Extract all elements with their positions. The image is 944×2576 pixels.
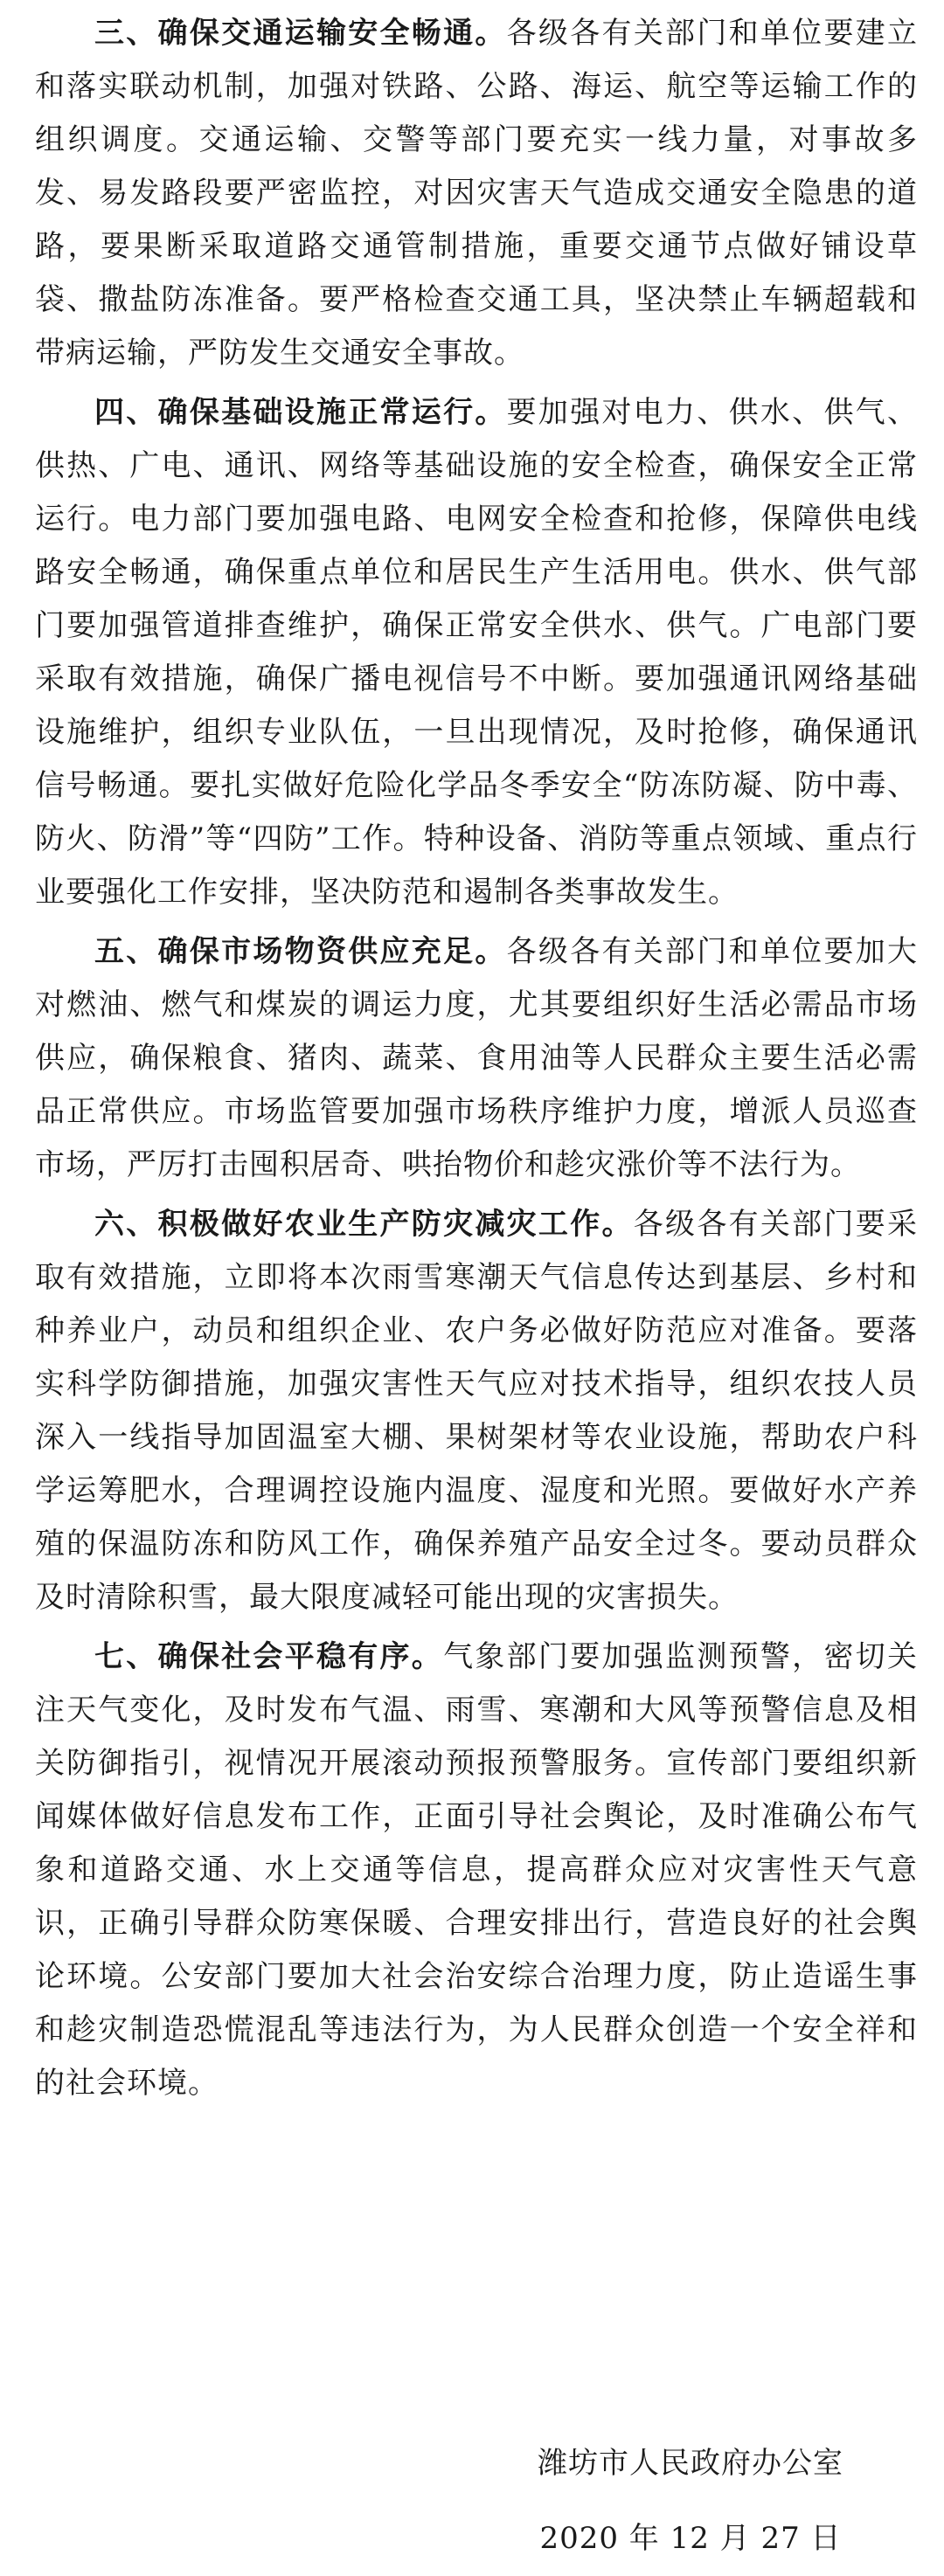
signature-block	[524, 2426, 857, 2576]
issue-date: 2020 年 12 月 27 日	[539, 2521, 842, 2556]
section-transport	[35, 7, 918, 380]
section-heading: 六、积极做好农业生产防灾减灾工作。	[94, 1207, 634, 1242]
section-heading: 三、确保交通运输安全畅通。	[94, 16, 507, 51]
section-text: 各级各有关部门要采取有效措施，立即将本次雨雪寒潮天气信息传达到基层、乡村和种养业户，动员和组织企业、农户务必做好防范应对准备。要落实科学防御措施，加强灾害性天气应对技术指导，组织农技人员深入一线指导加固温室大棚、果树架材等农业设施，帮助农户科学运筹肥水，合理调控设施内温度、湿度和光照。要做好水产养殖的保温防冻和防风工作，确保养殖产品安全过冬。要动员群众及时清除积雪，最大限度减轻可能出现的灾害损失。	[35, 1207, 919, 1615]
section-agriculture	[35, 1198, 918, 1624]
section-text: 各级各有关部门和单位要建立和落实联动机制，加强对铁路、公路、海运、航空等运输工作的组织调度。交通运输、交警等部门要充实一线力量，对事故多发、易发路段要严密监控，对因灾害天气造成交通安全隐患的道路，要果断采取道路交通管制措施，重要交通节点做好铺设草袋、撒盐防冻准备。要严格检查交通工具，坚决禁止车辆超载和带病运输，严防发生交通安全事故。	[35, 16, 918, 370]
section-social-order	[35, 1631, 918, 2110]
section-market-supply	[35, 925, 918, 1192]
section-heading: 七、确保社会平稳有序。	[94, 1639, 444, 1674]
section-infrastructure	[35, 386, 918, 919]
issuer-name: 潍坊市人民政府办公室	[538, 2446, 843, 2481]
document-body	[35, 7, 918, 2116]
section-heading: 五、确保市场物资供应充足。	[94, 934, 507, 969]
section-text: 要加强对电力、供水、供气、供热、广电、通讯、网络等基础设施的安全检查，确保安全正常运行。电力部门要加强电路、电网安全检查和抢修，保障供电线路安全畅通，确保重点单位和居民生产生活用电。供水、供气部门要加强管道排查维护，确保正常安全供水、供气。广电部门要采取有效措施，确保广播电视信号不中断。要加强通讯网络基础设施维护，组织专业队伍，一旦出现情况，及时抢修，确保通讯信号畅通。要扎实做好危险化学品冬季安全“防冻防凝、防中毒、防火、防滑”等“四防”工作。特种设备、消防等重点领域、重点行业要强化工作安排，坚决防范和遏制各类事故发生。	[35, 395, 918, 910]
section-text: 各级各有关部门和单位要加大对燃油、燃气和煤炭的调运力度，尤其要组织好生活必需品市场供应，确保粮食、猪肉、蔬菜、食用油等人民群众主要生活必需品正常供应。市场监管要加强市场秩序维护力度，增派人员巡查市场，严厉打击囤积居奇、哄抬物价和趁灾涨价等不法行为。	[35, 934, 918, 1182]
section-heading: 四、确保基础设施正常运行。	[94, 395, 507, 430]
section-text: 气象部门要加强监测预警，密切关注天气变化，及时发布气温、雨雪、寒潮和大风等预警信息及相关防御指引，视情况开展滚动预报预警服务。宣传部门要组织新闻媒体做好信息发布工作，正面引导社会舆论，及时准确公布气象和道路交通、水上交通等信息，提高群众应对灾害性天气意识，正确引导群众防寒保暖、合理安排出行，营造良好的社会舆论环境。公安部门要加大社会治安综合治理力度，防止造谣生事和趁灾制造恐慌混乱等违法行为，为人民群众创造一个安全祥和的社会环境。	[35, 1639, 919, 2101]
